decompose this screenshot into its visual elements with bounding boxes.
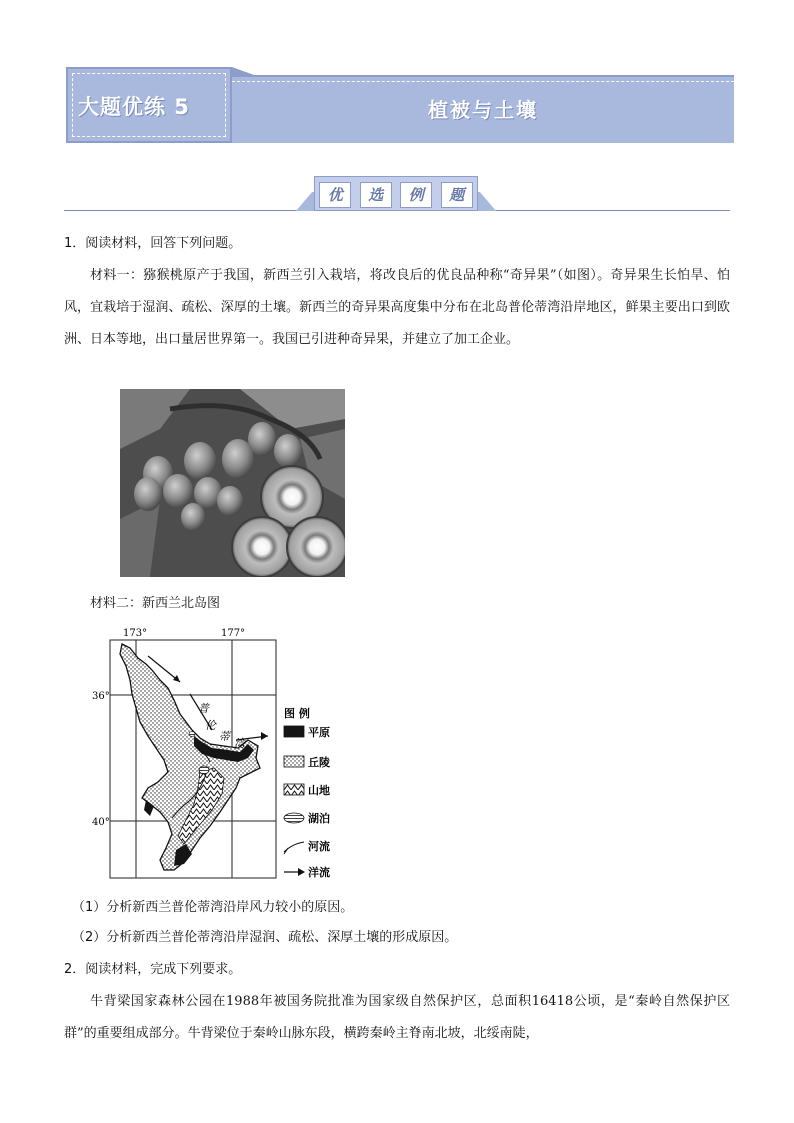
question-2-stem: 2．阅读材料，完成下列要求。 [64,962,242,977]
lat-label: 36° [92,691,110,702]
badge-char: 优 [319,182,351,208]
lake [199,766,209,774]
current-arrowhead [173,675,180,682]
new-zealand-north-island-map [88,622,348,884]
legend-label: 丘陵 [308,756,330,769]
badge-char: 选 [360,182,392,208]
bay-label-char: 伦 [205,719,216,732]
lon-label: 177° [221,628,246,639]
legend-swatch-lake [284,813,304,823]
legend-swatch-plain [284,726,304,737]
current-arrowhead [261,732,268,740]
header-label: 大题优练 5 [78,95,190,119]
header-label-box [66,67,232,143]
kiwi-fruit-photo [120,389,345,577]
header-dashed-line [232,81,734,82]
header-title-box [232,75,734,143]
chapter-header [66,67,734,143]
map-figure [88,622,348,884]
badge-char: 题 [441,182,473,208]
question-1-sub-1: （1）分析新西兰普伦蒂湾沿岸风力较小的原因。 [72,900,354,915]
badge-char: 例 [400,182,432,208]
legend-title: 图 例 [284,707,310,720]
legend-label: 洋流 [308,866,330,879]
badge-box [314,176,478,211]
legend-label: 河流 [308,840,330,853]
legend-swatch-hill [284,756,304,767]
question-1-sub-2: （2）分析新西兰普伦蒂湾沿岸湿润、疏松、深厚土壤的形成原因。 [72,930,458,945]
bay-label-char: 普 [198,702,209,715]
question-1-material-2-label: 材料二：新西兰北岛图 [90,596,221,611]
lat-label: 40° [92,817,110,828]
header-notch [232,67,254,75]
kiwi-fruit-illustration [120,389,345,577]
page-title: 植被与土壤 [428,98,538,122]
legend-label: 山地 [308,784,330,797]
legend-label: 平原 [308,726,330,739]
legend-label: 湖泊 [308,812,330,825]
question-2-material: 牛背梁国家森林公园在1988年被国务院批准为国家级自然保护区，总面积16418公顷，是“秦岭自然保护区群”的重要组成部分。牛背梁位于秦岭山脉东段，横跨秦岭主脊南北坡，北绥南陡， [64,994,730,1041]
section-badge [296,176,496,211]
question-1-material-1: 材料一：猕猴桃原产于我国，新西兰引入栽培，将改良后的优良品种称“奇异果”（如图）。奇异果生长怕旱、怕风，宜栽培于湿润、疏松、深厚的土壤。新西兰的奇异果高度集中分布在北岛普伦蒂湾沿岸地区，鲜果主要出口到欧洲、日本等地，出口量居世界第一。我国已引进种奇异果，并建立了加工企业。 [64,268,730,347]
legend-swatch-current-head [298,868,305,876]
lake [189,732,195,737]
legend-swatch-river [284,842,304,852]
bay-label-char: 蒂 [219,730,230,743]
legend-swatch-mountain [284,784,304,795]
bay-label-char: 湾 [234,737,245,750]
lon-label: 173° [123,628,148,639]
question-1-stem: 1．阅读材料，回答下列问题。 [64,236,242,251]
